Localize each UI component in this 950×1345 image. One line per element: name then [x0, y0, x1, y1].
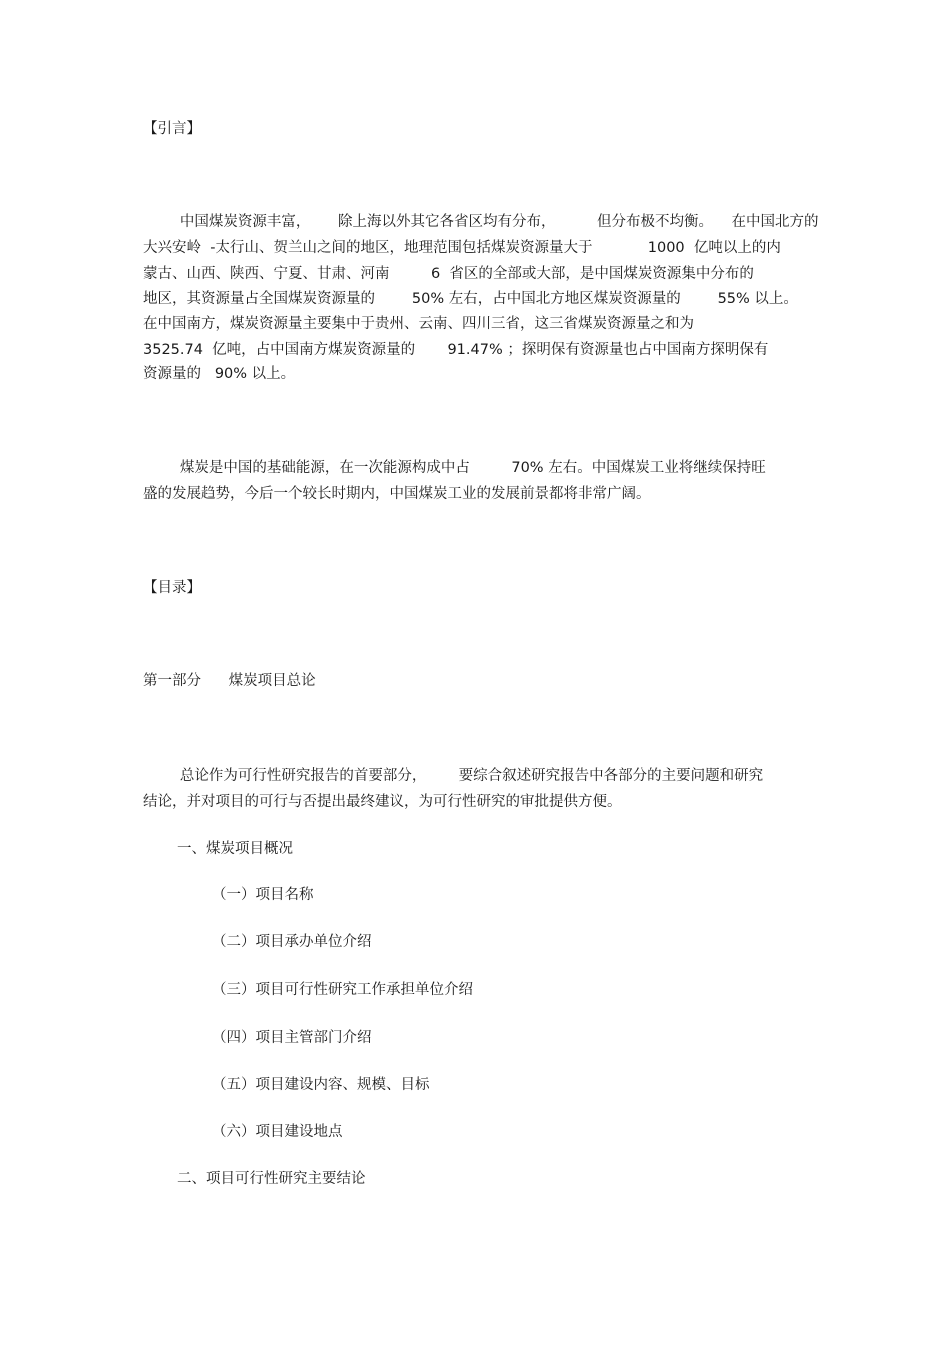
text-line: 结论，并对项目的可行与否提出最终建议，为可行性研究的审批提供方便。: [143, 794, 622, 810]
list-item: （四）项目主管部门介绍: [212, 1030, 372, 1046]
text-line: 3525.74 亿吨，占中国南方煤炭资源量的 91.47% ；探明保有资源量也占中国南方探明保有: [143, 342, 769, 358]
list-item: （二）项目承办单位介绍: [212, 934, 372, 950]
list-item: （六）项目建设地点: [212, 1124, 343, 1140]
section-heading: 一、煤炭项目概况: [177, 841, 293, 857]
text-line: 总论作为可行性研究报告的首要部分， 要综合叙述研究报告中各部分的主要问题和研究: [143, 768, 764, 784]
text-line: 大兴安岭 -太行山、贺兰山之间的地区，地理范围包括煤炭资源量大于 1000 亿吨以上的内: [143, 240, 781, 256]
part-title: 第一部分 煤炭项目总论: [143, 673, 316, 689]
list-item: （五）项目建设内容、规模、目标: [212, 1077, 430, 1093]
section-heading: 二、项目可行性研究主要结论: [177, 1171, 366, 1187]
text-line: 盛的发展趋势，今后一个较长时期内，中国煤炭工业的发展前景都将非常广阔。: [143, 486, 651, 502]
text-line: 在中国南方，煤炭资源量主要集中于贵州、云南、四川三省，这三省煤炭资源量之和为: [143, 316, 694, 332]
text-line: 资源量的 90% 以上。: [143, 366, 296, 382]
text-line: 中国煤炭资源丰富， 除上海以外其它各省区均有分布， 但分布极不均衡。 在中国北方的: [143, 214, 819, 230]
text-line: 煤炭是中国的基础能源，在一次能源构成中占 70% 左右。中国煤炭工业将继续保持旺: [143, 460, 766, 476]
text-line: 地区，其资源量占全国煤炭资源量的 50% 左右，占中国北方地区煤炭资源量的 55% 以上。: [143, 291, 798, 307]
toc-heading: 【目录】: [143, 580, 201, 596]
intro-heading: 【引言】: [143, 121, 201, 137]
list-item: （一）项目名称: [212, 887, 314, 903]
text-line: 蒙古、山西、陕西、宁夏、甘肃、河南 6 省区的全部或大部，是中国煤炭资源集中分布的: [143, 266, 754, 282]
list-item: （三）项目可行性研究工作承担单位介绍: [212, 982, 473, 998]
